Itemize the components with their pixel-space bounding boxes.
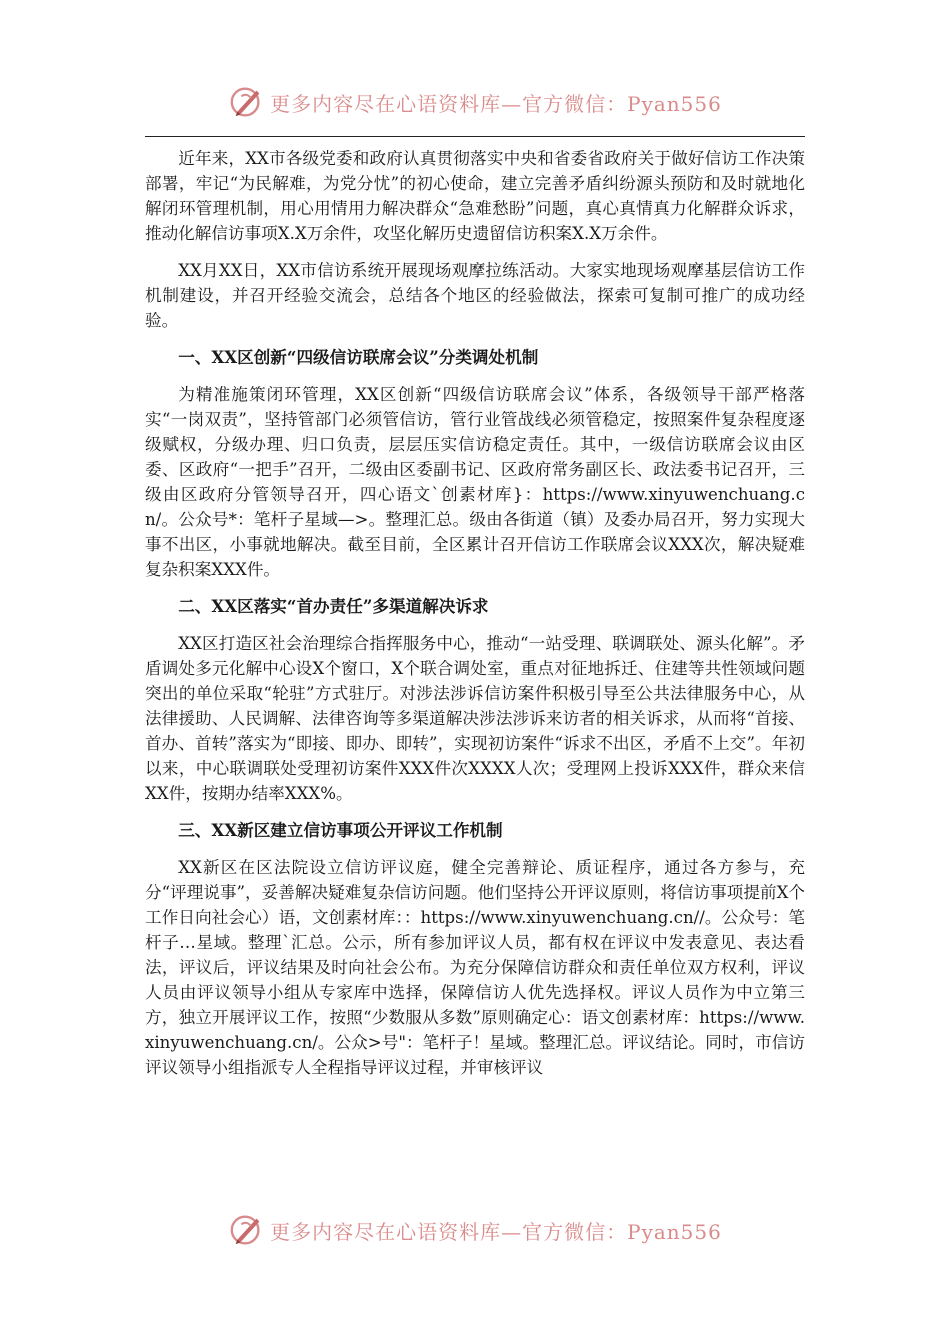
- section-heading-3: 三、XX新区建立信访事项公开评议工作机制: [178, 820, 503, 840]
- paragraph-section-3: XX新区在区法院设立信访评议庭，健全完善辩论、质证程序，通过各方参与，充分“评理说事”，妥善解决疑难复杂信访问题。他们坚持公开评议原则，将信访事项提前X个工作日向社会心）语，文创素材库：：https://www.xinyuwenchuang.cn//。公众号：笔杆子…星域。整理`汇总。公示，所有参加评议人员，都有权在评议中发表意见、表达看法，评议后，评议结果及时向社会公布。为充分保障信访群众和责任单位双方权利，评议人员由评议领导小组从专家库中选择，保障信访人优先选择权。评议人员作为中立第三方，独立开展评议工作，按照“少数服从多数”原则确定心：语文创素材库：https://www.xinyuwenchuang.cn/。公众>号"：笔杆子！星域。整理汇总。评议结论。同时，市信访评议领导小组指派专人全程指导评议过程，并审核评议: [145, 858, 805, 1077]
- paragraph-intro: 近年来，XX市各级党委和政府认真贯彻落实中央和省委省政府关于做好信访工作决策部署，牢记“为民解难，为党分忧”的初心使命，建立完善矛盾纠纷源头预防和及时就地化解闭环管理机制，用心用情用力解决群众“急难愁盼”问题，真心真情真力化解群众诉求，推动化解信访事项X.X万余件，攻坚化解历史遗留信访积案X.X万余件。: [145, 149, 805, 243]
- pen-logo-icon: [228, 83, 266, 121]
- footer-banner: [0, 1208, 950, 1252]
- paragraph-event: XX月XX日，XX市信访系统开展现场观摩拉练活动。大家实地现场观摩基层信访工作机制建设，并召开经验交流会，总结各个地区的经验做法，探索可复制可推广的成功经验。: [145, 261, 805, 330]
- section-heading-1: 一、XX区创新“四级信访联席会议”分类调处机制: [178, 347, 539, 367]
- header-rule: [145, 136, 805, 137]
- banner-text: 更多内容尽在心语资料库—官方微信：Pyan556: [270, 1219, 722, 1244]
- pen-logo-icon: [228, 1211, 266, 1249]
- paragraph-section-2: XX区打造区社会治理综合指挥服务中心，推动“一站受理、联调联处、源头化解”。矛盾调处多元化解中心设X个窗口，X个联合调处室，重点对征地拆迁、住建等共性领域问题突出的单位采取“轮驻”方式驻厅。对涉法涉诉信访案件积极引导至公共法律服务中心，从法律援助、人民调解、法律咨询等多渠道解决涉法涉诉来访者的相关诉求，从而将“首接、首办、首转”落实为“即接、即办、即转”，实现初访案件“诉求不出区，矛盾不上交”。年初以来，中心联调联处受理初访案件XXX件次XXXX人次；受理网上投诉XXX件，群众来信XX件，按期办结率XXX%。: [145, 634, 805, 803]
- banner-text: 更多内容尽在心语资料库—官方微信：Pyan556: [270, 91, 722, 116]
- section-heading-2: 二、XX区落实“首办责任”多渠道解决诉求: [178, 596, 489, 616]
- header-banner: [0, 80, 950, 124]
- document-body: [145, 146, 805, 1092]
- paragraph-section-1: 为精准施策闭环管理，XX区创新“四级信访联席会议”体系，各级领导干部严格落实“一岗双责”，坚持管部门必须管信访，管行业管战线必须管稳定，按照案件复杂程度逐级赋权，分级办理、归口负责，层层压实信访稳定责任。其中，一级信访联席会议由区委、区政府“一把手”召开，二级由区委副书记、区政府常务副区长、政法委书记召开，三级由区政府分管领导召开，四心语文`创素材库}：https://www.xinyuwenchuang.cn/。公众号*：笔杆子星域—>。整理汇总。级由各街道（镇）及委办局召开，努力实现大事不出区，小事就地解决。截至目前，全区累计召开信访工作联席会议XXX次，解决疑难复杂积案XXX件。: [145, 385, 805, 579]
